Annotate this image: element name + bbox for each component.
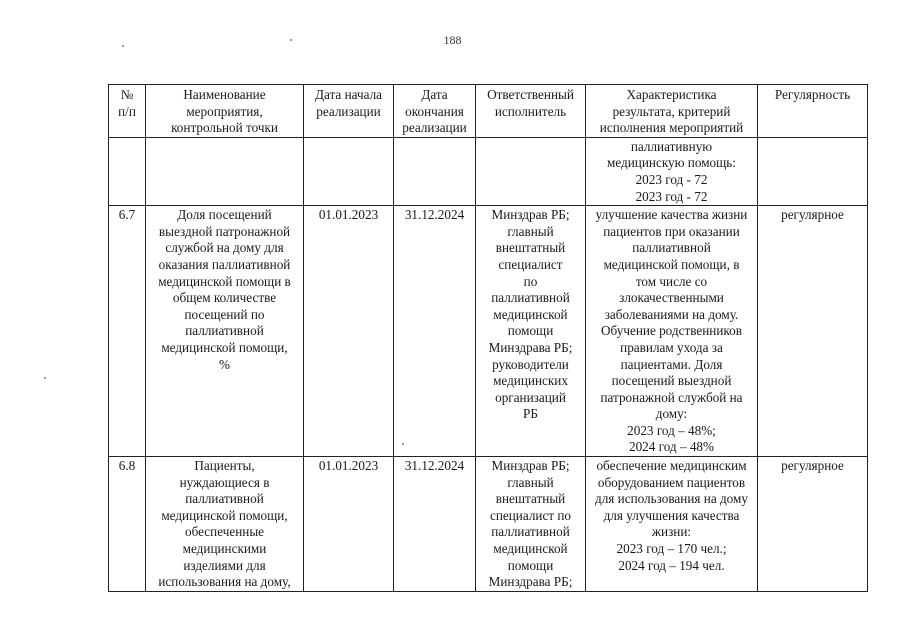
cell-text-line: специалист по [489, 507, 572, 523]
cell-text-line: п/п [118, 103, 136, 119]
cell-end-date [394, 457, 476, 592]
header-start-date [304, 85, 394, 138]
cell-text-line: паллиативной [632, 240, 711, 256]
cell-text-line: Доля посещений [177, 207, 272, 223]
scan-speck [402, 443, 404, 445]
cell-text-line: выездной патронажной [158, 223, 291, 239]
cell-text-line: оборудованием пациентов [597, 474, 746, 490]
cell-text-line: Минздрава РБ; [488, 339, 573, 355]
cell-text-line: пациентов при оказании [603, 223, 740, 239]
cell-text-line: 2024 год – 48% [628, 439, 715, 455]
cell-text-line: результата, критерий [612, 103, 731, 119]
cell-number [109, 206, 146, 457]
table-row [109, 457, 868, 592]
cell-text-line: Регулярность [774, 87, 851, 102]
cell-text-line: исполнения мероприятий [599, 120, 744, 136]
cell-text-line: реализации [402, 120, 467, 136]
cell-responsible [476, 457, 586, 592]
cell-text-line: Минздрав РБ; [491, 207, 570, 223]
cell-text-line: паллиативной [491, 290, 570, 306]
cell-text-line: № [120, 87, 134, 102]
cell-text-line: Характеристика [626, 87, 717, 102]
cell-text-line: помощи [507, 557, 554, 573]
cell-text-line: 31.12.2024 [404, 458, 465, 474]
cell-text-line: патронажной службой на [600, 389, 743, 405]
cell-result [586, 206, 758, 457]
cell-text-line: нуждающиеся в [179, 474, 270, 490]
cell-text-line: Ответственный [487, 87, 574, 102]
cell-text-line: 01.01.2023 [318, 458, 379, 474]
cell-text-line: Минздрав РБ; [491, 458, 570, 474]
cell-text-line: медицинской [493, 306, 568, 322]
scan-speck [44, 377, 46, 379]
cell-text-line: злокачественными [619, 290, 724, 306]
cell-text-line: 31.12.2024 [404, 207, 465, 223]
cell-text-line: посещений по [184, 306, 265, 322]
table-row [109, 206, 868, 457]
cell-text-line: Дата [421, 87, 448, 102]
cell-text-line: улучшение качества жизни [595, 207, 748, 223]
cell-text-line: 2023 год – 48%; [627, 422, 716, 438]
header-name [146, 85, 304, 138]
cell-text-line: окончания [405, 103, 464, 119]
cell-text-line: медицинской помощи, в [603, 256, 740, 272]
cell-regularity [758, 206, 868, 457]
cell-text-line: изделиями для [183, 557, 266, 573]
cell-text-line: контрольной точки [171, 120, 278, 136]
header-responsible [476, 85, 586, 138]
cell-text-line: для улучшения качества [603, 507, 740, 523]
cell-text-line: службой на дому для [165, 240, 284, 256]
cell-text-line: медицинской помощи, [161, 507, 288, 523]
cell-text-line: 6.8 [118, 458, 136, 474]
cell-text-line: Дата начала [315, 87, 382, 102]
cell-regularity [758, 137, 868, 205]
cell-name [146, 137, 304, 205]
cell-end-date [394, 137, 476, 205]
cell-text-line: общем количестве [172, 290, 277, 306]
cell-text-line: медицинской помощи, [161, 339, 288, 355]
cell-text-line: исполнитель [494, 103, 567, 119]
activities-table [108, 84, 868, 592]
cell-text-line: внештатный [495, 491, 566, 507]
cell-name [146, 206, 304, 457]
cell-text-line: реализации [316, 103, 381, 119]
cell-text-line: Пациенты, [194, 458, 255, 474]
cell-text-line: 2024 год – 194 чел. [618, 557, 725, 573]
cell-text-line: РБ [523, 406, 538, 422]
table-header-row [109, 85, 868, 138]
scan-speck [122, 45, 124, 47]
cell-text-line: жизни: [651, 524, 692, 540]
cell-text-line: главный [507, 474, 554, 490]
cell-text-line: правилам ухода за [620, 339, 723, 355]
cell-responsible [476, 206, 586, 457]
cell-number [109, 137, 146, 205]
cell-text-line: паллиативной [185, 491, 264, 507]
cell-text-line: паллиативной [185, 323, 264, 339]
cell-name [146, 457, 304, 592]
cell-text-line: медицинских [493, 373, 568, 389]
cell-result [586, 457, 758, 592]
cell-start-date [304, 457, 394, 592]
cell-text-line: пациентами. Доля [620, 356, 723, 372]
cell-text-line: паллиативную [630, 138, 713, 154]
cell-text-line: регулярное [781, 458, 844, 474]
header-number [109, 85, 146, 138]
cell-end-date [394, 206, 476, 457]
cell-text-line: по [523, 273, 538, 289]
cell-text-line: медицинскую помощь: [607, 155, 736, 171]
cell-text-line: медицинскими [182, 541, 267, 557]
cell-text-line: 2023 год - 72 [635, 171, 708, 187]
cell-text-line: для использования на дому [595, 491, 748, 507]
cell-start-date [304, 206, 394, 457]
cell-text-line: Обучение родственников [601, 323, 742, 339]
cell-text-line: паллиативной [491, 524, 570, 540]
cell-number [109, 457, 146, 592]
cell-text-line: оказания паллиативной [158, 256, 291, 272]
cell-text-line: мероприятия, [186, 103, 263, 119]
cell-text-line: руководители [492, 356, 569, 372]
cell-result [586, 137, 758, 205]
cell-text-line: регулярное [781, 207, 844, 223]
cell-text-line: дому: [655, 406, 688, 422]
cell-text-line: посещений выездной [611, 373, 732, 389]
header-result [586, 85, 758, 138]
table-row [109, 137, 868, 205]
cell-text-line: специалист [498, 256, 563, 272]
cell-text-line: 2023 год – 170 чел.; [616, 541, 727, 557]
cell-text-line: обеспеченные [184, 524, 265, 540]
cell-text-line: организаций [495, 389, 566, 405]
cell-responsible [476, 137, 586, 205]
cell-text-line: 01.01.2023 [318, 207, 379, 223]
cell-text-line: внештатный [495, 240, 566, 256]
cell-text-line: заболеваниями на дому. [604, 306, 739, 322]
cell-text-line: помощи [507, 323, 554, 339]
cell-text-line: использования на дому, [158, 574, 291, 590]
cell-text-line: обеспечение медицинским [596, 458, 747, 474]
cell-text-line: главный [507, 223, 554, 239]
header-regularity [758, 85, 868, 138]
cell-start-date [304, 137, 394, 205]
header-end-date [394, 85, 476, 138]
scan-speck [290, 39, 292, 41]
cell-text-line: Минздрава РБ; [488, 574, 573, 590]
cell-text-line: % [219, 356, 230, 372]
cell-text-line: медицинской [493, 541, 568, 557]
cell-text-line: медицинской помощи в [158, 273, 291, 289]
cell-text-line: 6.7 [118, 207, 136, 223]
cell-text-line: том числе со [635, 273, 708, 289]
cell-text-line: 2023 год - 72 [635, 188, 708, 204]
page-number: 188 [443, 33, 462, 47]
cell-regularity [758, 457, 868, 592]
cell-text-line: Наименование [183, 87, 266, 102]
